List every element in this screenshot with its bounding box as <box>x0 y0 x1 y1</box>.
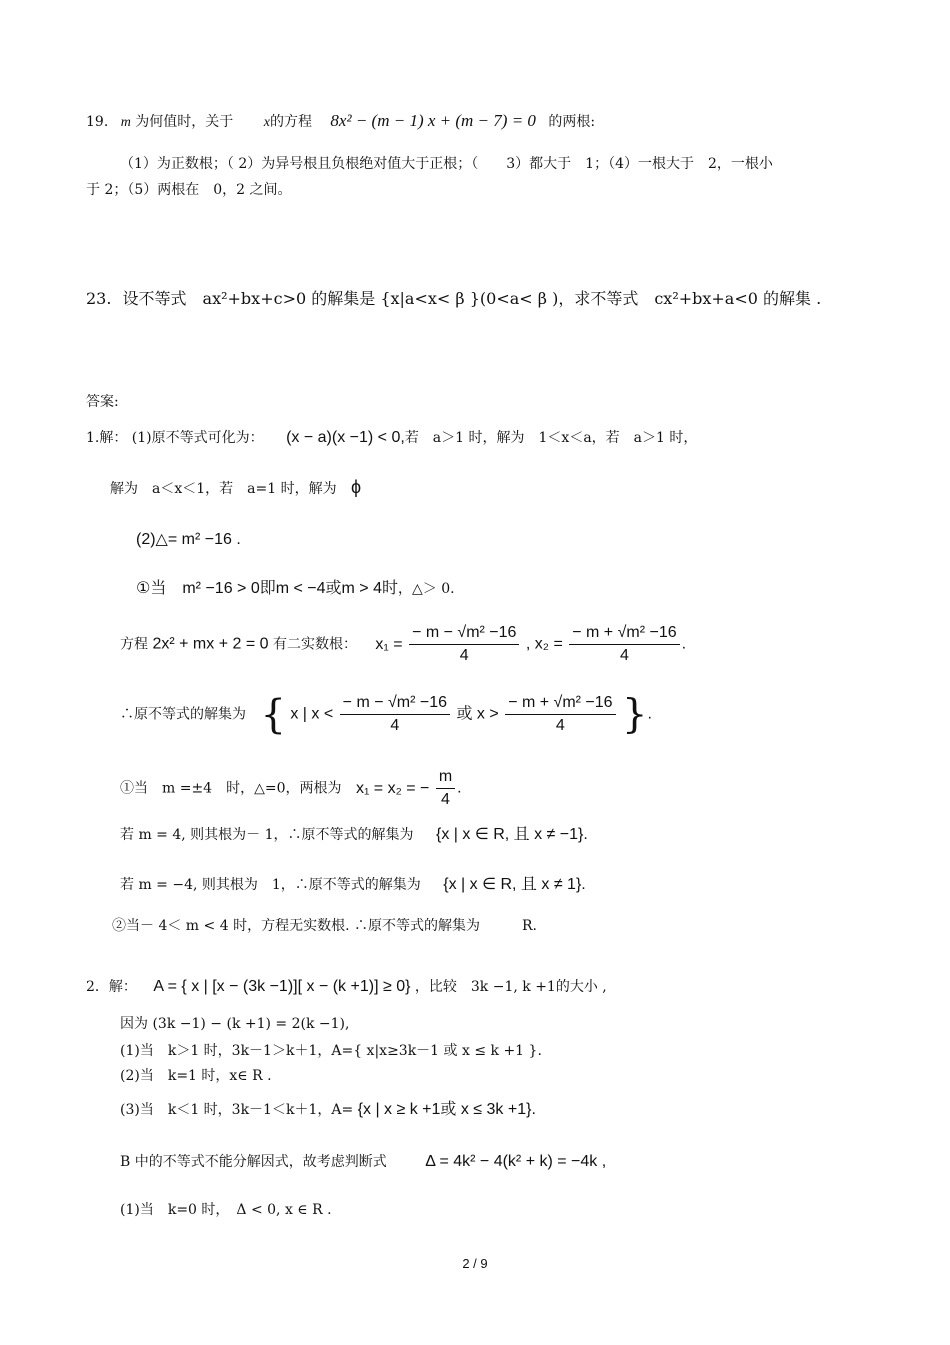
solution-set-denominator1: 4 <box>390 717 400 734</box>
answer1-m-neg4-set: {x | x ∈ R, 且 x ≠ 1}. <box>443 876 586 893</box>
answer1-roots-label: 有二实数根： <box>272 636 357 653</box>
answer1-line5: 方程 2x² + mx + 2 = 0 有二实数根： x₁ = $\frac{\text{− m − √m² −16}}{4}$ , x₂ = $\frac{\text{− m + √m² −16}}{4}$ . <box>120 624 687 664</box>
answer1-condition: ①当 m² −16 > 0即m < −4或m > 4时 <box>136 580 398 597</box>
q19-var-m: m <box>120 115 131 130</box>
answer1-solution-label: ∴原不等式的解集为 <box>120 706 246 723</box>
answer2-set-a: A = { x | [x − (3k −1)][ x − (k +1)] ≥ 0} <box>153 978 411 995</box>
double-root-numerator: m <box>436 768 455 789</box>
q19-line3: 于 2；（5）两根在 0，2 之间。 <box>86 182 292 198</box>
root-x2-fraction <box>569 624 679 665</box>
q19-text2: 的方程 <box>269 114 312 130</box>
answer2-line4: (2)当 k=1 时，x∈ R . <box>120 1068 272 1084</box>
root-x2-denominator: 4 <box>619 647 629 664</box>
answer2-discriminant-label: B 中的不等式不能分解因式，故考虑判断式 <box>120 1154 387 1170</box>
answer1-line4 <box>136 580 455 598</box>
answer1-discriminant: (2)△= m² −16 . <box>136 531 241 548</box>
solution-set-fraction2 <box>505 694 615 735</box>
q23-text: 设不等式 ax²+bx+c>0 的解集是 {x|a<x< β }(0<a< β )，求不等式 cx²+bx+a<0 的解集 . <box>122 289 822 308</box>
answer1-case-text: 若 a＞1 时，解为 1＜x＜a，若 a＞1 时， <box>404 430 698 446</box>
answer1-line1 <box>86 429 697 447</box>
answers-heading: 答案: <box>86 394 119 410</box>
answer1-m4-text: 若 m = 4, 则其根为－ 1，∴原不等式的解集为 <box>120 827 414 843</box>
q19-text3: 的两根: <box>548 114 596 130</box>
solution-set-or: 或 x > <box>456 705 499 723</box>
q23-line <box>86 290 821 308</box>
answer1-case-text2: 解为 a＜x＜1，若 a=1 时，解为 <box>110 481 337 497</box>
answer2-line6 <box>120 1153 606 1171</box>
root-x1-denominator: 4 <box>459 647 469 664</box>
answer1-m-neg4-text: 若 m = −4, 则其根为 1，∴原不等式的解集为 <box>120 877 421 893</box>
answer1-intro: 1.解： (1)原不等式可化为： <box>86 430 264 446</box>
answer1-line9 <box>120 876 586 894</box>
q19-line2: （1）为正数根；（ 2）为异号根且负根绝对值大于正根；（ 3）都大于 1；（4）一根大于 2，一根小 <box>120 156 773 172</box>
answer1-m4-set: {x | x ∈ R, 且 x ≠ −1}. <box>435 826 588 843</box>
q19-number: 19. <box>86 114 109 130</box>
answer2-line3: (1)当 k＞1 时，3k－1＞k＋1，A={ x|x≥3k－1 或 x ≤ k +1 }. <box>120 1043 542 1059</box>
solution-set-numerator2: − m + √m² −16 <box>505 694 615 715</box>
root-x1-label: x₁ = <box>375 635 403 653</box>
answer2-line7: (1)当 k=0 时， Δ < 0, x ∈ R . <box>120 1202 332 1218</box>
double-root-equation: x₁ = x₂ = − <box>355 779 430 797</box>
solution-set-numerator1: − m − √m² −16 <box>340 694 450 715</box>
answer2-line5 <box>120 1101 536 1119</box>
root-x2-numerator: − m + √m² −16 <box>569 624 679 645</box>
answer2-case3-text: (3)当 k＜1 时，3k－1＜k＋1，A= <box>120 1102 354 1118</box>
q19-equation: 8x² − (m − 1) x + (m − 7) = 0 <box>330 111 536 130</box>
page-number: 2 / 9 <box>462 1256 488 1271</box>
answer1-line7: ①当 m =±4 时，△=0，两根为 x₁ = x₂ = − $\frac{m}{4}$ . <box>120 768 462 808</box>
q19-line1 <box>86 112 595 132</box>
solution-set-denominator2: 4 <box>555 717 565 734</box>
answer2-line1 <box>86 978 607 996</box>
answer1-inequality: (x − a)(x −1) < 0, <box>286 429 405 446</box>
answer2-intro: 2．解： <box>86 979 137 995</box>
solution-set-x-less: x | x < <box>290 705 334 723</box>
double-root-fraction <box>436 768 455 809</box>
q23-number: 23. <box>86 289 112 308</box>
q19-text1: 为何值时，关于 <box>135 114 234 130</box>
answer1-equation-label: 方程 <box>120 636 148 653</box>
answer1-equation: 2x² + mx + 2 = 0 <box>152 635 269 653</box>
answer1-line2 <box>110 478 361 498</box>
answer1-line10: ②当－ 4＜ m < 4 时，方程无实数根. ∴原不等式的解集为 R. <box>112 918 537 934</box>
root-x1-fraction <box>409 624 519 665</box>
solution-set-fraction1 <box>340 694 450 735</box>
q19-var-x: x <box>263 115 270 130</box>
answer1-line8 <box>120 826 588 844</box>
answer2-discriminant: Δ = 4k² − 4(k² + k) = −4k , <box>425 1153 607 1170</box>
double-root-denominator: 4 <box>441 791 450 808</box>
answer1-line6: ∴原不等式的解集为 { x | x < $\frac{\text{− m − √m² −16}}{4}$ 或 x > $\frac{\text{− m + √m² −16}}{4}$ }. <box>120 691 652 738</box>
answer1-double-root-text: ①当 m =±4 时，△=0，两根为 <box>120 780 342 797</box>
root-x1-numerator: − m − √m² −16 <box>409 624 519 645</box>
root-x2-label: , x₂ = <box>525 635 563 653</box>
answer2-line2: 因为 (3k −1) − (k +1) = 2(k −1), <box>120 1016 350 1032</box>
answer2-compare: ，比较 3k −1, k +1的大小 , <box>414 979 607 995</box>
answer1-condition-result: ，△＞ 0. <box>398 581 455 597</box>
empty-set-symbol: ϕ <box>351 477 362 497</box>
answer2-case3-set: {x | x ≥ k +1或 x ≤ 3k +1}. <box>357 1101 536 1118</box>
